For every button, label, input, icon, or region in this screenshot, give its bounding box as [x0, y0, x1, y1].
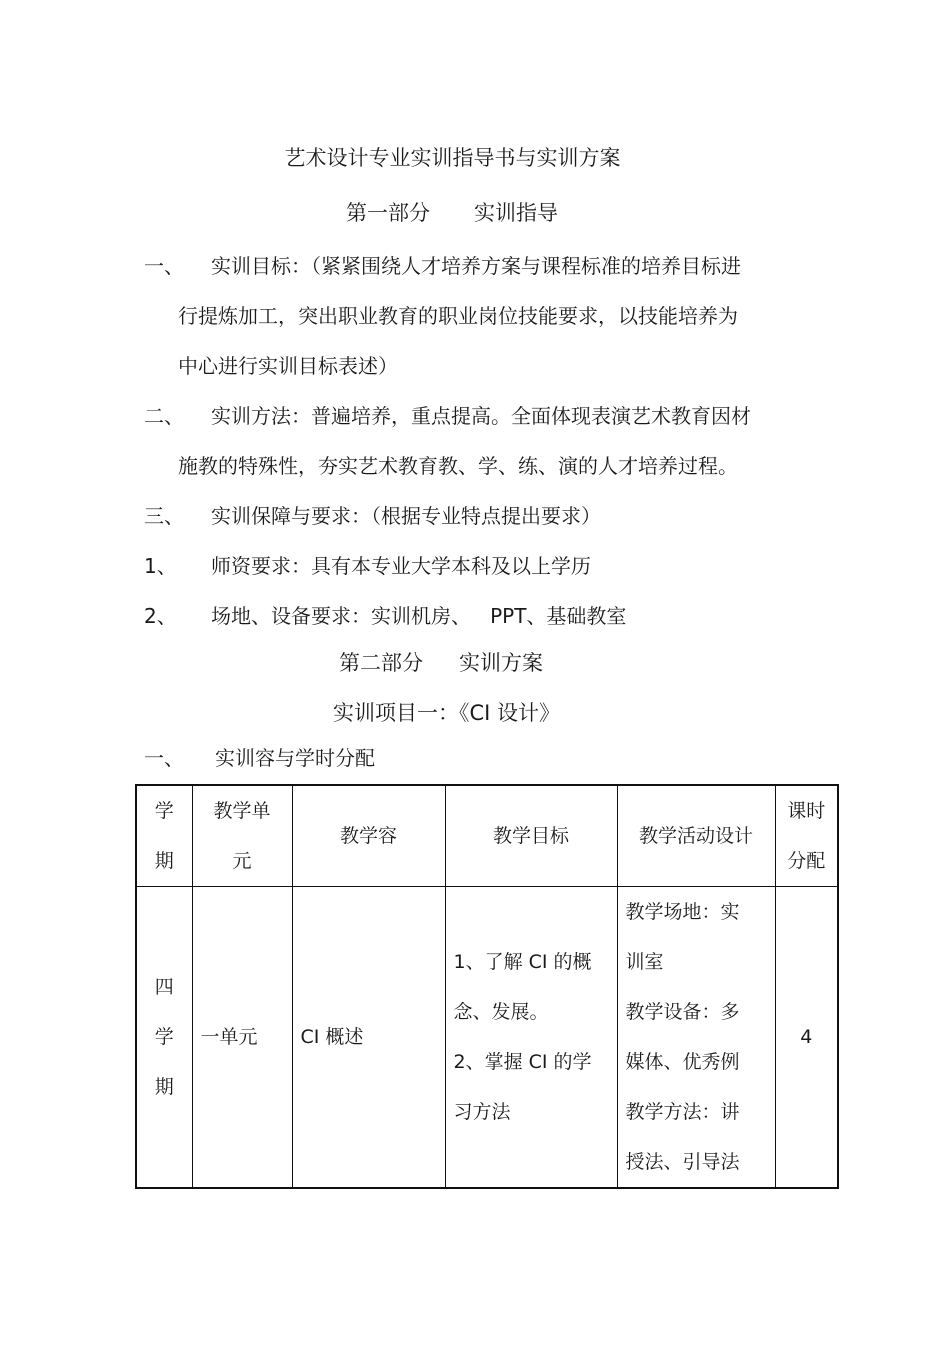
section2-line2: 施教的特殊性，夯实艺术教育教、学、练、演的人才培养过程。	[178, 454, 738, 478]
subsection-text: 实训容与学时分配	[215, 746, 375, 770]
header-term: 学 期	[136, 785, 192, 887]
header-unit: 教学单 元	[192, 785, 292, 887]
table-row	[136, 887, 838, 1189]
section2-number: 二、	[144, 404, 184, 428]
section1-line2: 行提炼加工，突出职业教育的职业岗位技能要求，以技能培养为	[178, 304, 738, 328]
subsection-number: 一、	[144, 746, 184, 770]
header-hours: 课时 分配	[775, 785, 838, 887]
cell-unit: 一单元	[192, 887, 292, 1189]
project-title: 实训项目一：《CI 设计》	[333, 701, 561, 725]
part2-name: 实训方案	[459, 651, 543, 675]
section1-number: 一、	[144, 254, 184, 278]
schedule-table	[135, 784, 839, 1189]
header-activity: 教学活动设计	[617, 785, 775, 887]
header-content: 教学容	[292, 785, 445, 887]
document-title: 艺术设计专业实训指导书与实训方案	[284, 146, 621, 170]
requirement2-number: 2、	[144, 604, 177, 628]
requirement1-number: 1、	[144, 554, 177, 578]
part1-heading	[346, 203, 558, 224]
section1-line3: 中心进行实训目标表述）	[178, 354, 398, 378]
cell-activity: 教学场地：实 训室 教学设备：多 媒体、优秀例 教学方法：讲 授法、引导法	[617, 887, 775, 1189]
requirement1-text: 师资要求：具有本专业大学本科及以上学历	[211, 554, 591, 578]
cell-goal: 1、了解 CI 的概 念、发展。 2、掌握 CI 的学 习方法	[445, 887, 617, 1189]
section2-text: 实训方法：普遍培养，重点提高。全面体现表演艺术教育因材	[211, 404, 751, 428]
cell-content: CI 概述	[292, 887, 445, 1189]
requirement2-text: 场地、设备要求：实训机房、 PPT、基础教室	[211, 604, 627, 628]
part2-label: 第二部分	[339, 651, 423, 675]
cell-hours: 4	[775, 887, 838, 1189]
section1-text: 实训目标：（紧紧围绕人才培养方案与课程标准的培养目标进	[211, 254, 741, 278]
part1-label: 第一部分	[346, 201, 430, 225]
table-header-row	[136, 785, 838, 887]
part1-name: 实训指导	[474, 201, 558, 225]
part2-heading	[339, 653, 543, 674]
section3-text: 实训保障与要求：（根据专业特点提出要求）	[211, 504, 601, 528]
cell-term: 四 学 期	[136, 887, 192, 1189]
section3-number: 三、	[144, 504, 184, 528]
header-goal: 教学目标	[445, 785, 617, 887]
